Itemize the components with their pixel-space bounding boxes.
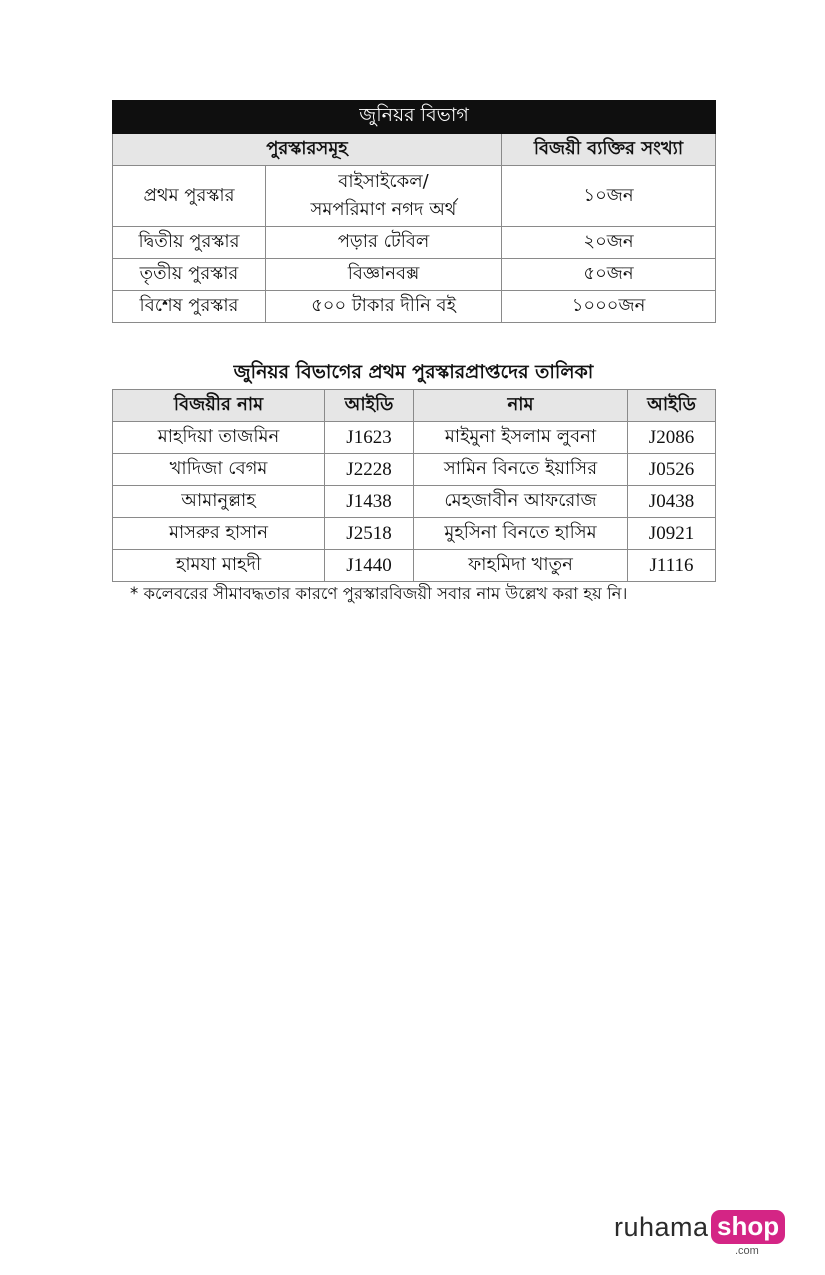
winner-id: J0921	[628, 518, 716, 550]
winner-name: মুহসিনা বিনতে হাসিম	[414, 518, 628, 550]
prize-table-header-row	[113, 134, 716, 166]
prize-item: পড়ার টেবিল	[266, 227, 502, 259]
prize-count: ২০জন	[502, 227, 716, 259]
header-winner-count: বিজয়ী ব্যক্তির সংখ্যা	[502, 134, 716, 166]
winner-name: মেহজাবীন আফরোজ	[414, 486, 628, 518]
prize-row	[113, 166, 716, 227]
winner-row	[113, 422, 716, 454]
prize-row	[113, 259, 716, 291]
winners-table	[112, 389, 716, 582]
winner-name: ফাহমিদা খাতুন	[414, 550, 628, 582]
winner-name: হামযা মাহদী	[113, 550, 325, 582]
prize-item: বিজ্ঞানবক্স	[266, 259, 502, 291]
prize-table-title: জুনিয়র বিভাগ	[113, 101, 716, 134]
header-id: আইডি	[325, 390, 414, 422]
logo-text-ruhama: ruhama	[614, 1212, 709, 1242]
prize-rank: প্রথম পুরস্কার	[113, 166, 266, 227]
prize-table-title-row	[113, 101, 716, 134]
prize-row	[113, 227, 716, 259]
logo-text-shop: shop	[711, 1210, 785, 1244]
logo-text-domain: .com	[735, 1245, 759, 1257]
winner-id: J1438	[325, 486, 414, 518]
winner-name: মাহদিয়া তাজমিন	[113, 422, 325, 454]
winner-name: সামিন বিনতে ইয়াসির	[414, 454, 628, 486]
winner-name: খাদিজা বেগম	[113, 454, 325, 486]
winner-name: আমানুল্লাহ	[113, 486, 325, 518]
winner-id: J0438	[628, 486, 716, 518]
prize-item: ৫০০ টাকার দীনি বই	[266, 291, 502, 323]
ruhamashop-logo	[614, 1210, 784, 1260]
prize-count: ১০জন	[502, 166, 716, 227]
header-prizes: পুরস্কারসমূহ	[113, 134, 502, 166]
prize-table	[112, 100, 716, 323]
winner-row	[113, 550, 716, 582]
winner-id: J2086	[628, 422, 716, 454]
winners-list-title: জুনিয়র বিভাগের প্রথম পুরস্কারপ্রাপ্তদের তালিকা	[233, 361, 594, 383]
winner-name: মাইমুনা ইসলাম লুবনা	[414, 422, 628, 454]
winner-id: J2228	[325, 454, 414, 486]
prize-count: ৫০জন	[502, 259, 716, 291]
winners-header-row	[113, 390, 716, 422]
prize-rank: দ্বিতীয় পুরস্কার	[113, 227, 266, 259]
header-winner-name: বিজয়ীর নাম	[113, 390, 325, 422]
header-name: নাম	[414, 390, 628, 422]
prize-row	[113, 291, 716, 323]
prize-count: ১০০০জন	[502, 291, 716, 323]
winner-row	[113, 454, 716, 486]
winner-id: J1440	[325, 550, 414, 582]
winner-row	[113, 486, 716, 518]
prize-rank: তৃতীয় পুরস্কার	[113, 259, 266, 291]
winner-name: মাসরুর হাসান	[113, 518, 325, 550]
prize-item	[266, 166, 502, 227]
winner-id: J2518	[325, 518, 414, 550]
winner-row	[113, 518, 716, 550]
footnote: * কলেবরের সীমাবদ্ধতার কারণে পুরস্কারবিজয়ী সবার নাম উল্লেখ করা হয় নি।	[130, 584, 628, 603]
prize-rank: বিশেষ পুরস্কার	[113, 291, 266, 323]
header-id: আইডি	[628, 390, 716, 422]
winner-id: J0526	[628, 454, 716, 486]
prize-item-line: সমপরিমাণ নগদ অর্থ	[310, 199, 457, 220]
winner-id: J1116	[628, 550, 716, 582]
prize-item-line: বাইসাইকেল/	[338, 171, 429, 192]
winner-id: J1623	[325, 422, 414, 454]
